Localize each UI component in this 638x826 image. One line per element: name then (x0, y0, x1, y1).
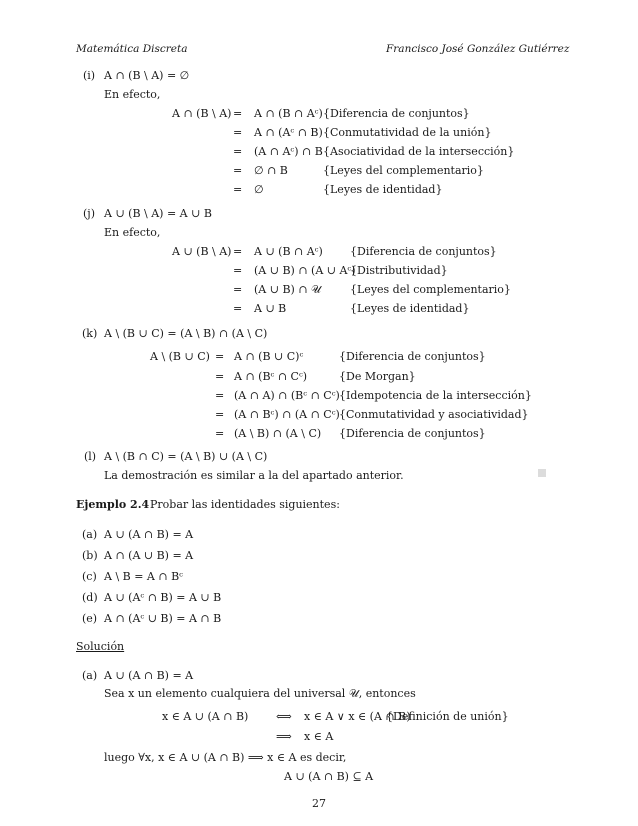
derivation-reason: {Diferencia de conjuntos} (323, 107, 470, 120)
derivation-expression: ∅ (254, 183, 264, 196)
item-statement: A \ (B ∩ C) = (A \ B) ∪ (A \ C) (104, 450, 268, 463)
example-item-label: (b) (82, 549, 98, 562)
derivation-reason: {Conmutatividad y asociatividad} (339, 408, 529, 421)
derivation-relation: = (233, 302, 243, 315)
example-item-expression: A ∪ (Aᶜ ∩ B) = A ∪ B (104, 591, 222, 604)
derivation-expression: A ∪ B (254, 302, 287, 315)
derivation-relation: = (215, 350, 225, 363)
derivation-reason: {Leyes de identidad} (323, 183, 443, 196)
example-item-expression: A ∪ (A ∩ B) = A (104, 528, 194, 541)
example-text: Probar las identidades siguientes: (150, 498, 340, 511)
derivation-relation: = (233, 145, 243, 158)
derivation-expression: (A \ B) ∩ (A \ C) (234, 427, 322, 440)
derivation-relation: = (215, 427, 225, 440)
derivation-relation: = (215, 370, 225, 383)
running-header-left: Matemática Discreta (76, 43, 188, 55)
derivation-relation: = (215, 408, 225, 421)
solution-intro: Sea x un elemento cualquiera del universal 𝒰, entonces (104, 687, 416, 700)
derivation-lhs: A ∪ (B \ A) (172, 245, 232, 258)
derivation-expression: A ∩ (Aᶜ ∩ B) (254, 126, 323, 139)
equivalence-reason: {Definición de unión} (386, 710, 509, 723)
page-number: 27 (312, 797, 326, 810)
derivation-lhs: A ∩ (B \ A) (172, 107, 232, 120)
derivation-reason: {Asociatividad de la intersección} (323, 145, 515, 158)
equivalence-relation: ⟺ (276, 710, 292, 723)
example-item-label: (e) (82, 612, 98, 625)
derivation-reason: {De Morgan} (339, 370, 416, 383)
derivation-expression: A ∩ (B ∩ Aᶜ) (254, 107, 323, 120)
derivation-reason: {Diferencia de conjuntos} (339, 350, 486, 363)
derivation-lhs: A \ (B ∪ C) (150, 350, 210, 363)
derivation-relation: = (233, 245, 243, 258)
derivation-expression: (A ∩ A) ∩ (Bᶜ ∩ Cᶜ) (234, 389, 340, 402)
example-item-label: (d) (82, 591, 98, 604)
derivation-relation: = (215, 389, 225, 402)
item-statement: A ∩ (B \ A) = ∅ (104, 69, 190, 82)
example-item-expression: A ∩ (Aᶜ ∪ B) = A ∩ B (104, 612, 222, 625)
derivation-reason: {Idempotencia de la intersección} (339, 389, 532, 402)
implication-rhs: x ∈ A (304, 730, 334, 743)
item-intro: En efecto, (104, 88, 161, 101)
derivation-reason: {Diferencia de conjuntos} (350, 245, 497, 258)
example-item-expression: A ∩ (A ∪ B) = A (104, 549, 194, 562)
derivation-reason: {Conmutatividad de la unión} (323, 126, 492, 139)
implication-relation: ⟹ (276, 730, 292, 743)
solution-final: A ∪ (A ∩ B) ⊆ A (284, 770, 374, 783)
derivation-reason: {Leyes del complementario} (323, 164, 484, 177)
item-intro: En efecto, (104, 226, 161, 239)
solution-item-label: (a) (82, 669, 98, 682)
derivation-relation: = (233, 183, 243, 196)
item-statement: A ∪ (B \ A) = A ∪ B (104, 207, 212, 220)
derivation-relation: = (233, 283, 243, 296)
item-label: (j) (83, 207, 95, 220)
item-text: La demostración es similar a la del apartado anterior. (104, 469, 404, 482)
item-label: (l) (84, 450, 97, 463)
derivation-reason: {Diferencia de conjuntos} (339, 427, 486, 440)
example-title: Ejemplo 2.4 (76, 498, 150, 511)
derivation-expression: A ∩ (B ∪ C)ᶜ (234, 350, 304, 363)
derivation-expression: A ∩ (Bᶜ ∩ Cᶜ) (234, 370, 308, 383)
equivalence-rhs: x ∈ A ∨ x ∈ (A ∩ B) (304, 710, 411, 723)
example-item-label: (a) (82, 528, 98, 541)
example-item-expression: A \ B = A ∩ Bᶜ (104, 570, 183, 583)
derivation-expression: (A ∩ Aᶜ) ∩ B (254, 145, 323, 158)
solution-item-statement: A ∪ (A ∩ B) = A (104, 669, 194, 682)
qed-square (538, 469, 546, 477)
derivation-relation: = (233, 126, 243, 139)
derivation-reason: {Leyes del complementario} (350, 283, 511, 296)
derivation-expression: (A ∪ B) ∩ 𝒰 (254, 283, 321, 296)
example-item-label: (c) (82, 570, 97, 583)
solution-heading: Solución (76, 640, 125, 653)
derivation-expression: A ∪ (B ∩ Aᶜ) (254, 245, 323, 258)
derivation-expression: (A ∪ B) ∩ (A ∪ Aᶜ) (254, 264, 356, 277)
derivation-reason: {Distributividad} (350, 264, 448, 277)
derivation-relation: = (233, 264, 243, 277)
item-statement: A \ (B ∪ C) = (A \ B) ∩ (A \ C) (104, 327, 268, 340)
derivation-reason: {Leyes de identidad} (350, 302, 470, 315)
solution-conclusion: luego ∀x, x ∈ A ∪ (A ∩ B) ⟹ x ∈ A es decir, (104, 751, 347, 764)
item-label: (k) (82, 327, 98, 340)
derivation-relation: = (233, 164, 243, 177)
equivalence-lhs: x ∈ A ∪ (A ∩ B) (162, 710, 249, 723)
running-header-right: Francisco José González Gutiérrez (386, 43, 570, 55)
derivation-expression: ∅ ∩ B (254, 164, 288, 177)
item-label: (i) (83, 69, 96, 82)
derivation-expression: (A ∩ Bᶜ) ∩ (A ∩ Cᶜ) (234, 408, 340, 421)
derivation-relation: = (233, 107, 243, 120)
